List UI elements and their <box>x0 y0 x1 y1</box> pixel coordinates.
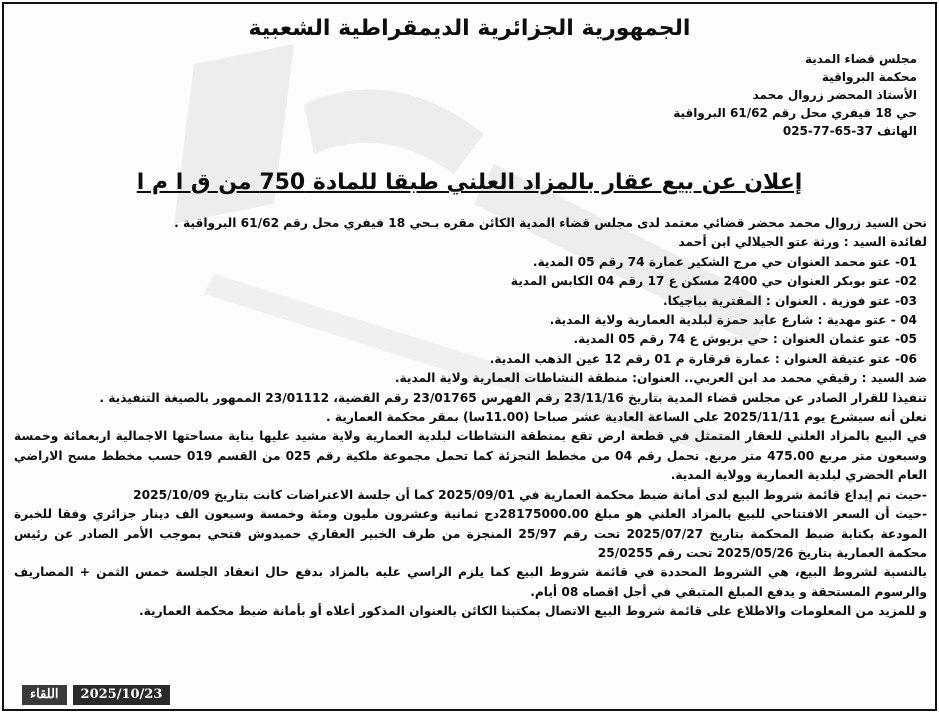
newspaper-name: اللقاء <box>22 685 67 705</box>
beneficiary-line: لفائدة السيد : ورثة عتو الجيلالي ابن أحمد <box>678 235 927 250</box>
intro-paragraph: نحن السيد زروال محمد محضر قضائي معتمد لدى مجلس قضاء المدية الكائن مقره بـحي 18 فيفري محل رقم 61/62 البرواقية . <box>174 216 927 230</box>
against-line: ضد السيد : رقيقي محمد مد ابن العربي.. العنوان: منطقة النشاطات العمارية ولاية المدية. <box>394 371 927 386</box>
announcement-page <box>2 2 937 711</box>
publication-footer <box>22 685 170 705</box>
court-council: مجلس قضاء المدية <box>805 52 917 66</box>
price-paragraph: -حيث أن السعر الافتتاحي للبيع بالمزاد العلني هو مبلغ 28175000.00دج ثمانية وعشرون مليون ومئة وخمسة وسبعون الف دينار جزائري وفقا للخبرة المودعة بكتابة ضبط المحكمة بتاريخ 2025/07/27 تحت رقم 25/97 المنجزة من طرف الخبير العقاري حميدوش فتحي بموجب الأمر الصادر عن رئيس محكمة العمارية بتاريخ 2025/05/26 تحت رقم 25/0255 <box>14 507 927 560</box>
heir-item: 03- عتو فوزية . العنوان : المقترية بباجيكا. <box>662 293 917 308</box>
court-name: محكمة البرواقية <box>821 70 917 84</box>
office-phone: الهاتف 37-65-77-025 <box>782 124 917 138</box>
execution-line: تنفيذا للقرار الصادر عن مجلس قضاء المدية بتاريخ 23/11/16 رقم الفهرس 23/01765 رقم القضية، 23/01112 الممهور بالصيغة التنفيذية . <box>99 390 927 405</box>
bailiff-name: الأستاذ المحضر زروال محمد <box>752 88 917 102</box>
office-address: حي 18 فيفري محل رقم 61/62 البرواقية <box>673 106 917 120</box>
notice-line: نعلن أنه سيشرع يوم 2025/11/11 على الساعة العادية عشر صباحا (11.00سا) بمقر محكمة العمارية . <box>326 410 927 425</box>
conditions-paragraph: بالنسبة لشروط البيع، هي الشروط المحددة في قائمة شروط البيع كما يلزم الراسي عليه بالمزاد بدفع حال انعقاد الجلسة خمس الثمن + المصاريف والرسوم المستحقة و يدفع المبلغ المتبقي في أجل اقصاه 08 أيام. <box>14 565 927 599</box>
heir-item: 06- عتو عتيقة العنوان : عمارة قرقارة م 01 رقم 12 عين الذهب المدية. <box>489 351 917 366</box>
announcement-title: إعلان عن بيع عقار بالمزاد العلني طبقا للمادة 750 من ق ا م ا <box>136 170 803 195</box>
publication-date: 2025/10/23 <box>73 685 171 705</box>
sale-paragraph: في البيع بالمزاد العلني للعقار المتمثل في قطعة ارض تقع بمنطقة النشاطات لبلدية العمارية ولاية مشيد عليها بناية مساحتها الاجمالية اربعمائة وخمسة وسبعون متر مربع 475.00 متر مربع. تحمل رقم 04 من مخطط التجزئة كما تحمل مجموعة ملكية رقم 025 من القسم 019 حسب مخطط مسح الاراضي العام الحضري لبلدية العمارية وولاية المدية. <box>14 429 927 483</box>
deposit-paragraph: -حيث تم إيداع قائمة شروط البيع لدى أمانة ضبط محكمة العمارية في 2025/09/01 كما أن جلسة الاعتراضات كانت بتاريخ 2025/10/09 <box>133 487 927 502</box>
heir-item: 02- عتو بوبكر العنوان حي 2400 مسكن ع 17 رقم 04 الكابس المدية <box>510 274 917 289</box>
heir-item: 04 - عتو مهدية : شارع عابد حمزة لبلدية العمارية ولاية المدية. <box>549 313 917 328</box>
more-info-paragraph: و للمزيد من المعلومات والاطلاع على قائمة شروط البيع الاتصال بمكتبنا الكائن بالعنوان المذكور أعلاه أو بأمانة ضبط محكمة العمارية. <box>139 604 927 619</box>
heir-item: 05- عتو عثمان العنوان : حي بزيوش ع 74 رقم 05 المدية. <box>573 332 917 347</box>
court-info-block <box>673 50 917 140</box>
republic-header: الجمهورية الجزائرية الديمقراطية الشعبية <box>248 16 691 41</box>
heir-item: 01- عتو محمد العنوان حي مرج الشكير عمارة 74 رقم 05 المدية. <box>532 254 917 269</box>
announcement-body <box>14 214 927 622</box>
